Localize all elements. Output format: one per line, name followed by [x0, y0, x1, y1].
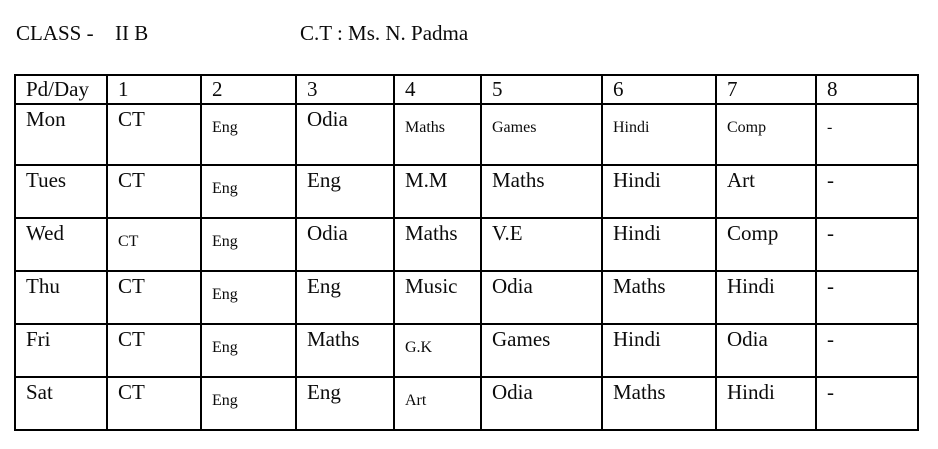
document-header	[0, 21, 938, 51]
subject-cell: CT	[107, 104, 201, 165]
subject-cell: Hindi	[602, 165, 716, 218]
subject-cell: Odia	[296, 218, 394, 271]
subject-cell: -	[816, 218, 918, 271]
subject-cell: CT	[107, 271, 201, 324]
subject-cell: Music	[394, 271, 481, 324]
subject-cell: Maths	[296, 324, 394, 377]
subject-cell: Odia	[296, 104, 394, 165]
subject-cell: Hindi	[602, 218, 716, 271]
subject-cell: Hindi	[716, 271, 816, 324]
timetable-row-mon	[15, 104, 918, 165]
subject-cell: -	[816, 377, 918, 430]
subject-cell: Comp	[716, 218, 816, 271]
subject-cell: Eng	[201, 165, 296, 218]
day-cell-sat: Sat	[15, 377, 107, 430]
subject-cell: Eng	[296, 377, 394, 430]
timetable-row-sat	[15, 377, 918, 430]
subject-cell: Maths	[602, 377, 716, 430]
subject-cell: Eng	[296, 165, 394, 218]
column-header-period-7: 7	[716, 75, 816, 104]
subject-cell: Art	[716, 165, 816, 218]
column-header-period-4: 4	[394, 75, 481, 104]
subject-cell: Maths	[394, 104, 481, 165]
timetable-header-row	[15, 75, 918, 104]
column-header-period-3: 3	[296, 75, 394, 104]
timetable-row-fri	[15, 324, 918, 377]
subject-cell: Eng	[201, 271, 296, 324]
subject-cell: CT	[107, 165, 201, 218]
column-header-period-6: 6	[602, 75, 716, 104]
subject-cell: -	[816, 324, 918, 377]
subject-cell: -	[816, 104, 918, 165]
day-cell-wed: Wed	[15, 218, 107, 271]
subject-cell: G.K	[394, 324, 481, 377]
subject-cell: Eng	[201, 104, 296, 165]
subject-cell: CT	[107, 377, 201, 430]
subject-cell: Maths	[394, 218, 481, 271]
day-cell-tues: Tues	[15, 165, 107, 218]
subject-cell: V.E	[481, 218, 602, 271]
class-label: CLASS -	[16, 21, 94, 45]
subject-cell: Eng	[201, 218, 296, 271]
subject-cell: Eng	[201, 324, 296, 377]
subject-cell: Games	[481, 324, 602, 377]
subject-cell: Hindi	[602, 324, 716, 377]
subject-cell: Odia	[716, 324, 816, 377]
class-teacher-label: C.T : Ms. N. Padma	[300, 21, 469, 45]
subject-cell: CT	[107, 324, 201, 377]
subject-cell: CT	[107, 218, 201, 271]
subject-cell: Maths	[602, 271, 716, 324]
timetable-body	[15, 104, 918, 430]
column-header-period-8: 8	[816, 75, 918, 104]
subject-cell: -	[816, 271, 918, 324]
subject-cell: Maths	[481, 165, 602, 218]
subject-cell: Eng	[296, 271, 394, 324]
subject-cell: Hindi	[602, 104, 716, 165]
class-value: II B	[115, 21, 149, 45]
subject-cell: Hindi	[716, 377, 816, 430]
column-header-period-1: 1	[107, 75, 201, 104]
column-header-period-5: 5	[481, 75, 602, 104]
subject-cell: Eng	[201, 377, 296, 430]
day-cell-fri: Fri	[15, 324, 107, 377]
subject-cell: Odia	[481, 271, 602, 324]
subject-cell: Odia	[481, 377, 602, 430]
timetable-row-thu	[15, 271, 918, 324]
column-header-period-2: 2	[201, 75, 296, 104]
timetable	[14, 74, 919, 431]
timetable-row-wed	[15, 218, 918, 271]
day-cell-mon: Mon	[15, 104, 107, 165]
subject-cell: -	[816, 165, 918, 218]
subject-cell: Games	[481, 104, 602, 165]
subject-cell: Art	[394, 377, 481, 430]
column-header-pd-day: Pd/Day	[15, 75, 107, 104]
subject-cell: Comp	[716, 104, 816, 165]
subject-cell: M.M	[394, 165, 481, 218]
timetable-row-tues	[15, 165, 918, 218]
day-cell-thu: Thu	[15, 271, 107, 324]
